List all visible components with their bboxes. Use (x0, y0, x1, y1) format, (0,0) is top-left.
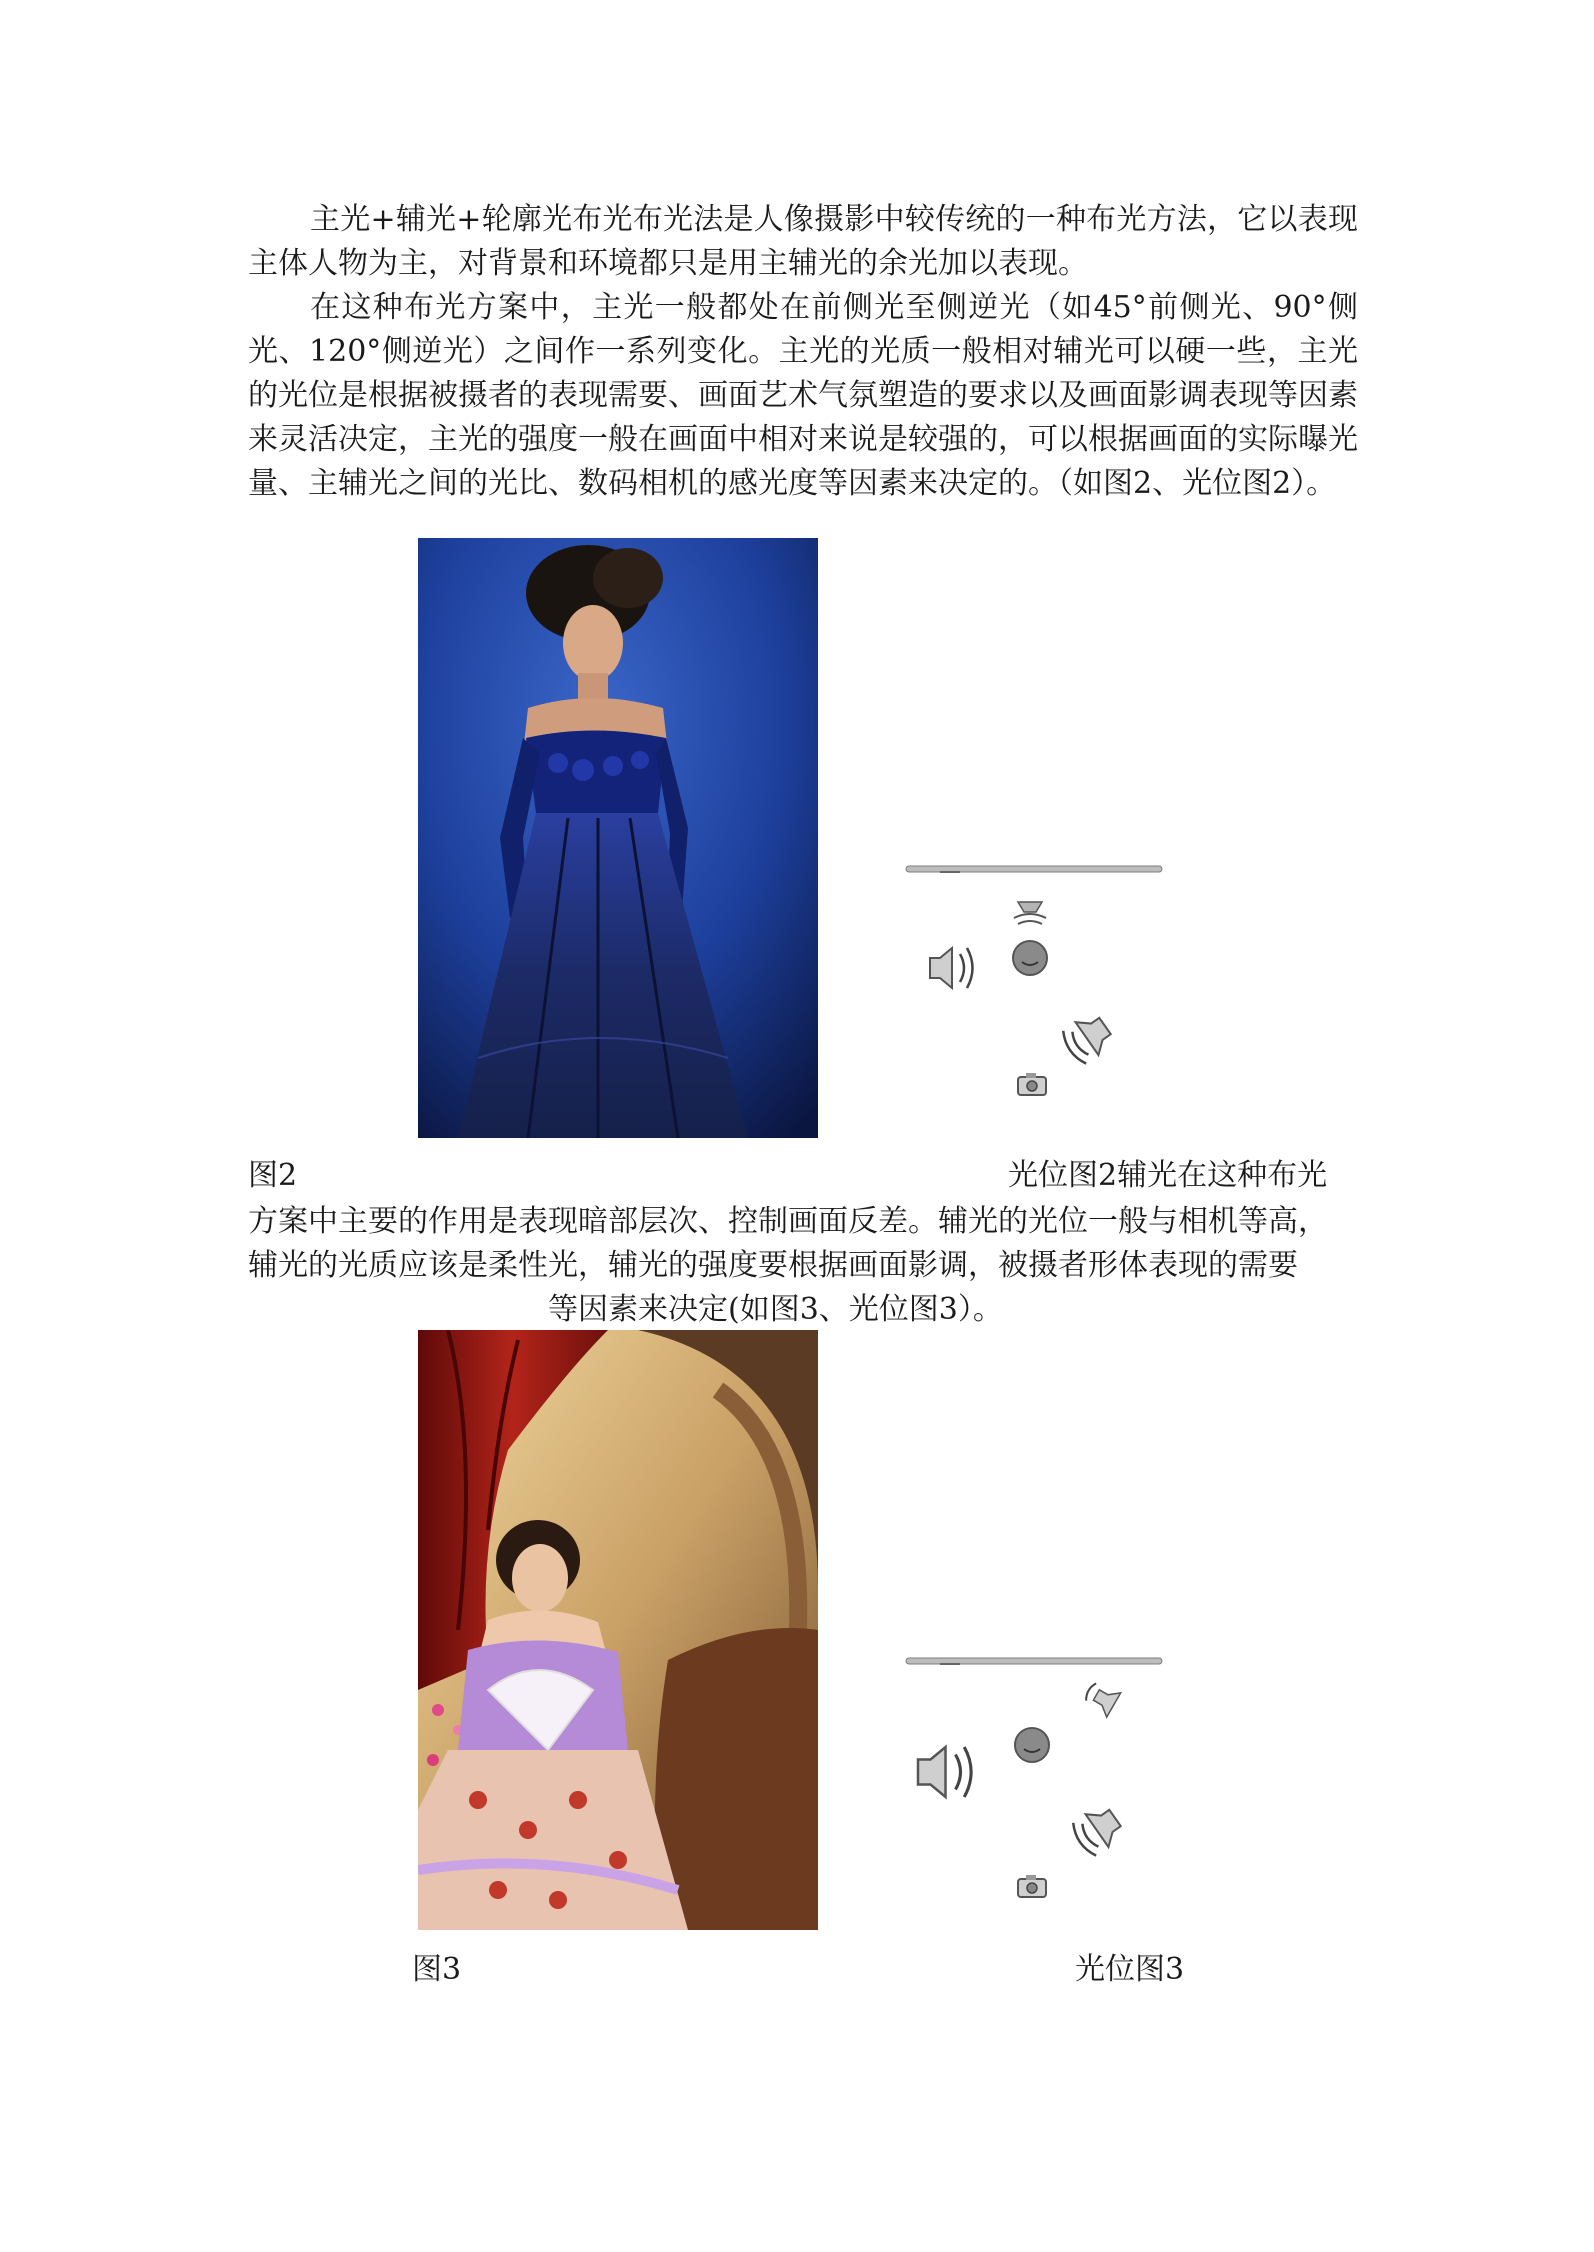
figure-2-photo (418, 538, 818, 1138)
figure-3-caption: 图3 (412, 1952, 462, 1987)
main-light-icon (1059, 1010, 1117, 1067)
backdrop-bar-icon (906, 1658, 1162, 1664)
fill-light-icon (918, 1747, 971, 1797)
lighting-diagram-2 (900, 858, 1170, 1118)
figure-3-photo (418, 1330, 818, 1930)
paragraph-fill-light-line-2: 辅光的光质应该是柔性光，辅光的强度要根据画面影调，被摄者形体表现的需要 (248, 1248, 1298, 1283)
portrait-baroque-image (418, 1330, 818, 1930)
face-icon (1015, 1728, 1049, 1762)
paragraph-fill-light-line-3: 等因素来决定(如图3、光位图3）。 (548, 1292, 1003, 1327)
paragraph-fill-light-line-1: 方案中主要的作用是表现暗部层次、控制画面反差。辅光的光位一般与相机等高， (248, 1204, 1328, 1239)
camera-icon (1018, 1073, 1046, 1095)
back-light-icon (1082, 1678, 1121, 1717)
camera-icon (1018, 1875, 1046, 1897)
lighting-diagram-3-caption: 光位图3 (1075, 1952, 1185, 1987)
lighting-diagram-3 (900, 1650, 1170, 1910)
fill-light-icon (930, 948, 973, 988)
backdrop-bar-icon (906, 866, 1162, 872)
paragraph-main-light: 在这种布光方案中，主光一般都处在前侧光至侧逆光（如45°前侧光、90°侧光、120°侧逆光）之间作一系列变化。主光的光质一般相对辅光可以硬一些，主光的光位是根据被摄者的表现需要、画面艺术气氛塑造的要求以及画面影调表现等因素来灵活决定，主光的强度一般在画面中相对来说是较强的，可以根据画面的实际曝光量、主辅光之间的光比、数码相机的感光度等因素来决定的。（如图2、光位图2）。 (248, 290, 1358, 501)
paragraph-intro: 主光+辅光+轮廓光布光布光法是人像摄影中较传统的一种布光方法，它以表现主体人物为主，对背景和环境都只是用主辅光的余光加以表现。 (248, 202, 1358, 281)
back-light-icon (1014, 902, 1046, 924)
face-icon (1013, 941, 1047, 975)
figure-2-caption: 图2 (248, 1158, 298, 1193)
main-light-icon (1069, 1802, 1127, 1859)
portrait-blue-gown-image (418, 538, 818, 1138)
lighting-diagram-2-caption: 光位图2辅光在这种布光 (1008, 1158, 1328, 1193)
